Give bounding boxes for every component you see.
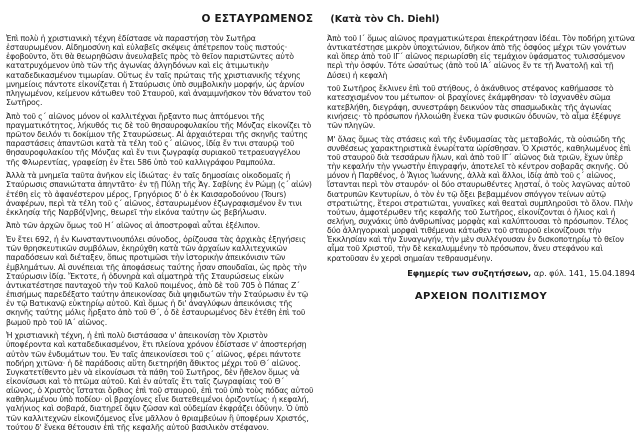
two-column-layout — [6, 34, 635, 436]
paragraph: Ἀπὸ τοῦ Ι´ ὅμως αἰῶνος πραγματικώτεραι ἐπεκράτησαν ἰδέαι. Τὸν ποδήρη χιτῶνα ἀντικατέστησε μικρὸν ὑποχιτώνιον, διῆκον ἀπὸ τῆς ὀσφύος μέχρι τῶν γονάτων καὶ ὅπερ ἀπὸ τοῦ ΙΓ´ αἰῶνος περιωρίσθη εἰς τεμάχιον ὑφάσματος τυλισσόμενον περὶ τὴν ὀσφύν. Τότε ὡσαύτως (ἀπὸ τοῦ ΙΑ´ αἰῶνος ἔν τε τῇ Ἀνατολῇ καὶ τῇ Δύσει) ἡ κεφαλὴ — [327, 34, 635, 80]
citation-source: Εφημερίς των συζητήσεων, — [407, 267, 532, 278]
left-column — [6, 34, 314, 436]
paragraph: Ἐπὶ πολὺ ἡ χριστιανικὴ τέχνη ἐδίστασε νὰ παραστήσῃ τὸν Σωτῆρα ἐσταυρωμένον. Αἰδημοσύνη καὶ εὐλαβεῖς σκέψεις ἀπέτρεπον τοὺς πιστούς· ἐφοβοῦντο, ὅτι θὰ θεωρηθῶσιν ἀνευλαβεῖς πρὸς τὸ θεῖον παριστῶντες αὐτὸ κατατρυχόμενον ὑπὸ τῶν τῆς ἀγωνίας ἀλγηδόνων καὶ εἰς ἀτιμωτικὴν καταδεδικασμένον τιμωρίαν. Οὕτως ἐν ταῖς πρώταις τῆς χριστιανικῆς τέχνης μνημείοις πάντοτε εἰκονίζεται ἡ Σταύρωσις ὑπὸ συμβολικὴν μορφήν, ὡς ἀρνίον πληγωμένον, κείμενον κάτωθεν τοῦ Σταυροῦ, καὶ ἀναμιμνῆσκον τὸν θάνατον τοῦ Σωτῆρος. — [6, 34, 311, 108]
right-column — [327, 34, 635, 436]
paragraph: Ἡ χριστιανικὴ τέχνη, ἡ ἐπὶ πολὺ διστάσασα ν' ἀπεικονίσῃ τὸν Χριστὸν ὑποφέροντα καὶ καταδεδικασμένον, ἔτι πλείονα χρόνον ἐδίστασε ν' ἀποστερήσῃ αὐτὸν τῶν ἐνδυμάτων του. Ἐν ταῖς ἀπεικονίσεσι τοῦ ς´ αἰῶνος, φέρει πάντοτε ποδήρη χιτῶνα· ἡ δὲ παράδοσις αὕτη διετηρήθη ἄθικτος μέχρι τοῦ Θ´ αἰῶνος. Συγκατετίθεντο μὲν νὰ εἰκονίσωσι τὰ πάθη τοῦ Σωτῆρος, δὲν ἤθελον ὅμως νὰ εἰκονίσωσι καὶ τὸ πτῶμα αὐτοῦ. Καὶ ἐν αὐταῖς ἔτι ταῖς ζωγραφίαις τοῦ Θ´ αἰῶνος, ὁ Χριστὸς ἵσταται ὄρθιος ἐπὶ τοῦ σταυροῦ, ἐπὶ τοῦ ὑπὸ τοὺς πόδας αὐτοῦ καθηλωμένου ὑπὸ ποδίου· οἱ βραχίονες εἶνε διατεθειμένοι ὁριζοντίως· ἡ κεφαλή, γαλήνιος καὶ σοβαρά, διατηρεῖ ὄψιν ζῶσαν καὶ οὐδεμίαν ἐκφράζει ὀδύνην. Ὁ ὑπὸ τῶν καλλιτεχνῶν εἰκονιζόμενος εἶνε μᾶλλον ὁ θριαμβεύων ἢ ὑποφέρων Χριστός, τούτου δ' ἕνεκα θέτουσιν ἐπὶ τῆς κεφαλῆς αὐτοῦ βασιλικὸν στέφανον. — [6, 331, 314, 432]
citation — [327, 268, 635, 278]
title-row — [6, 7, 635, 26]
paragraph: Ἀπὸ τῶν ἀρχῶν ὅμως τοῦ Η´ αἰῶνος αἱ ἀποστροφαὶ αὗται ἐξέλιπον. — [6, 221, 260, 231]
citation-reference: αρ. φύλ. 141, 15.04.1894 — [531, 267, 635, 278]
page-subtitle: (Κατὰ τὸν Ch. Diehl) — [330, 14, 440, 25]
paragraph: Ἀπὸ τοῦ ς´ αἰῶνος μόνον οἱ καλλιτέχναι ἤρξαντο πως ἁπτόμενοι τῆς πραγματικότητος, λήκυθός τις δὲ τοῦ θησαυροφυλακίου τῆς Μόνζας εἰκονίζει τὸ πρῶτον δειλόν τι δοκίμιον τῆς Σταυρώσεως. Αἱ ἀρχαιότεραι τῆς σκηνῆς ταύτης παραστάσεις ἀπαντῶσι κατὰ τὰ τέλη τοῦ ς´ αἰῶνος, ἰδίᾳ ἔν τινι σταυρῷ τοῦ θησαυροφυλακίου τῆς Μόνζας καὶ ἔν τινι ζωγραφίᾳ συριακοῦ τετραευαγγέλου τῆς Φλωρεντίας, γραφείσῃ ἐν ἔτει 586 ὑπὸ τοῦ καλλιγράφου Ραμπούλα. — [6, 111, 312, 167]
paragraph: Ἀλλὰ τὰ μνημεῖα ταῦτα ἀνῆκον εἰς ἰδιώτας· ἐν ταῖς δημοσίαις οἰκοδομαῖς ἡ Σταύρωσις σπανιώτατα ἀπηντᾶτο· ἐν τῇ Πύλῃ τῆς Ἁγ. Σαβίνης ἐν Ρώμῃ (ς´ αἰών) ἐτέθη εἰς τὸ ἀφανέστερον μέρος, Γρηγόριος δ' ὁ ἐκ Καισαροδούνου (Tours) ἀναφέρων, περὶ τὰ τέλη τοῦ ς´ αἰῶνος, ἐσταυρωμένον ἐζωγραφισμένον ἔν τινι ἐκκλησίᾳ τῆς Ναρβό[ν]νης, θεωρεῖ τὴν εἰκόνα ταύτην ὡς βεβήλωσιν. — [6, 171, 312, 217]
paragraph: Ἐν ἔτει 692, ἡ ἐν Κωνσταντινουπόλει σύνοδος, ὁρίζουσα τὰς ἀρχικὰς ἐξηγήσεις τῶν θρησκευτικῶν συμβόλων, ἐκηρύχθη κατὰ τῶν ἀρχαίων καλλιτεχνικῶν παραδόσεων καὶ διέταξεν, ὅπως προτιμῶσι τὴν ἱστορικὴν ἀπεικόνισιν τῶν ἐμβλημάτων. Αἱ συνέπειαι τῆς ἀποφάσεως ταύτης ἦσαν σπουδαῖαι, ὡς πρὸς τὴν Σταύρωσιν ἰδίᾳ. Ἔκτοτε, ἡ ὀδυνηρὰ καὶ αἱματηρὰ τῆς Σταυρώσεως εἰκὼν ἀντικατέστησε πανταχοῦ τὴν τοῦ Καλοῦ ποιμένος, ἀπὸ δὲ τοῦ 705 ὁ Πάπας Ζ´ ἐπισήμως παρεδέξατο ταύτην ἀπεικονίσας διὰ ψηφιδωτῶν τὴν Σταύρωσιν ἐν τῷ ἐν τῷ Βατικανῷ εὐκτηρίῳ αὑτοῦ. Καὶ ὅμως ἡ δι' ἀναγλύφων ἀπεικόνισις τῆς σκηνῆς ταύτης μόλις ἤρξατο ἀπὸ τοῦ Θ´, ὁ δὲ ἐσταυρωμένος δὲν ἐτέθη ἐπὶ τοῦ βωμοῦ πρὸ τοῦ ΙΑ´ αἰῶνος. — [6, 235, 309, 327]
footer-heading: ΑΡΧΕΙΟΝ ΠΟΛΙΤΙΣΜΟΥ — [414, 290, 548, 302]
page-title: Ο ΕΣΤΑΥΡΩΜΕΝΟΣ — [201, 13, 314, 25]
paragraph: τοῦ Σωτῆρος ἔκλινεν ἐπὶ τοῦ στήθους, ὁ ἀκάνθινος στέφανος καθήμασσε τὸ κατεσχισμένον του μέτωπον· οἱ βραχίονες ἐκάμφθησαν· τὸ ἰσχνανθὲν σῶμα κατεβλήθη, διεγράφη, συνεστράφη δεικνύον τὰς σπασμωδικὰς τῆς ἀγωνίας κινήσεις· τὸ πρόσωπον ἠλλοιώθη ἕνεκα τῶν φυσικῶν ὀδυνῶν, τὸ αἷμα ἐξέφυγε τῶν πληγῶν. — [327, 84, 621, 130]
paragraph: Μ' ὅλας ὅμως τὰς στάσεις καὶ τῆς ἐνδυμασίας τὰς μεταβολάς, τὰ οὐσιώδη τῆς συνθέσεως χαρακτηριστικὰ ἐνωρίτατα ὡρίσθησαν. Ὁ Χριστός, καθηλωμένος ἐπὶ τοῦ σταυροῦ διὰ τεσσάρων ἥλων, καὶ ἀπὸ τοῦ ΙΓ´ αἰῶνος διὰ τριῶν, ἔχων ὑπὲρ τὴν κεφαλήν τὴν γνωστὴν ἐπιγραφήν, ἀποτελεῖ τὸ κέντρον σοβαρᾶς σκηνῆς. Οὐ μόνον ἡ Παρθένος, ὁ Ἅγιος Ἰωάννης, ἀλλὰ καὶ ἄλλοι, ἰδίᾳ ἀπὸ τοῦ ς´ αἰῶνος, ἵστανται περὶ τὸν σταυρόν· οἱ δύο σταυρωθέντες λῃσταί, ὁ τοὺς λαγῶνας αὐτοῦ διατρυπῶν Κεντυρίων, ὁ τὸν ἐν τῷ ὄξει βεβαμμένον σπόγγον τείνων αὐτῷ στρατιώτης, ἕτεροι στρατιῶται, γυναῖκες καὶ θεαταὶ συμπληροῦσι τὸ ὅλον. Πλὴν τούτων, ἀμφοτέρωθεν τῆς κεφαλῆς τοῦ Σωτῆρος, εἰκονίζονται ὁ ἥλιος καὶ ἡ σελήνη, συχνάκις ὑπὸ ἀνθρωπίνας μορφὰς καὶ καλύπτουσαι τὸ πρόσωπον. Τέλος δύο ἀλληγορικαὶ μορφαὶ τιθέμεναι κάτωθεν τοῦ σταυροῦ εἰκονίζουσι τὴν Ἐκκλησίαν καὶ τὴν Συναγωγήν, τὴν μὲν συλλέγουσαν ἐν δισκοποτηρίῳ τὸ θεῖον αἷμα τοῦ Χριστοῦ, τὴν δὲ κεκαλυμμένην τὸ πρόσωπον, ἄνευ στεφάνου καὶ κρατοῦσαν ἐν χερσὶ σημαίαν τεθραυσμένην. — [327, 134, 633, 263]
